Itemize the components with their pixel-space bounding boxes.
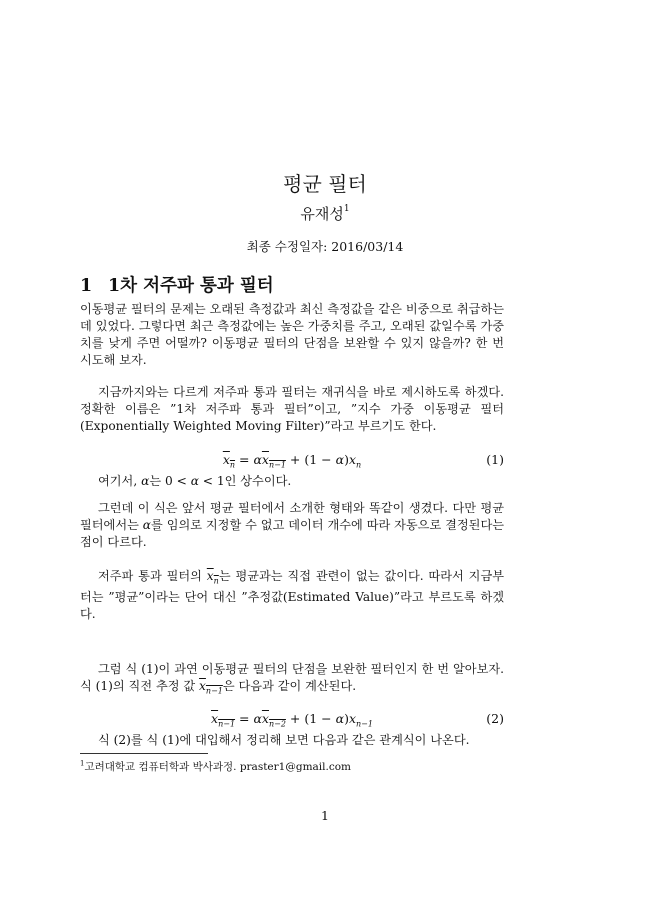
section-number: 1 — [80, 276, 93, 296]
section-heading — [80, 272, 274, 297]
footnote-rule — [80, 753, 208, 754]
author-line — [0, 203, 650, 224]
eq1-alpha-2: α — [335, 452, 345, 467]
footnote-text: 고려대학교 컴퓨터학과 박사과정. praster1@gmail.com — [84, 761, 351, 773]
eq2-plus: + (1 − — [285, 711, 336, 726]
author-name: 유재성 — [300, 205, 344, 223]
page-number: 1 — [321, 808, 329, 823]
equation-1 — [80, 452, 504, 470]
paper-title: 평균 필터 — [283, 172, 367, 196]
equation-1-body — [80, 452, 504, 470]
paragraph-5: 저주파 통과 필터의 $x_n$는 평균과는 직접 관련이 없는 값이다. 따라서 지금부터는 ”평균”이라는 단어 대신 ”추정값(Estimated Value)”라고 부르도록 하겠다. — [80, 569, 505, 622]
eq2-prev-estimate: $x_{n-2}$ — [261, 711, 286, 729]
equation-2 — [80, 711, 504, 729]
eq2-measurement: $x_{n-1}$ — [348, 711, 373, 729]
eq2-lhs: $x_{n-1}$ — [211, 711, 236, 729]
eq1-alpha: α — [253, 452, 262, 467]
section-title: 1차 저주파 통과 필터 — [108, 276, 274, 296]
eq2-close-paren: ) — [344, 711, 349, 726]
eq2-alpha: α — [253, 711, 262, 726]
eq1-plus: + (1 − — [285, 452, 336, 467]
paragraph-3: 여기서, α는 0 < α < 1인 상수이다. — [98, 474, 292, 488]
author-footnote-mark: 1 — [343, 204, 350, 214]
footnote — [80, 759, 351, 774]
eq1-close-paren: ) — [344, 452, 349, 467]
equation-2-number: (2) — [486, 711, 504, 726]
paragraph-1: 이동평균 필터의 문제는 오래된 측정값과 최신 측정값을 같은 비중으로 취급하는 데 있었다. 그렇다면 최근 측정값에는 높은 가중치를 주고, 오래된 값일수록 가중치를 낮게 주면 어떨까? 이동평균 필터의 단점을 보완할 수 있지 않을까? 한 번 시도해 보자. — [80, 302, 504, 367]
eq1-prev-estimate: $x_{n-1}$ — [261, 452, 286, 470]
paragraph-4: 그런데 이 식은 앞서 평균 필터에서 소개한 형태와 똑같이 생겼다. 다만 평균 필터에서는 α를 임의로 지정할 수 없고 데이터 개수에 따라 자동으로 결정된다는 점이 다르다. — [80, 501, 504, 549]
eq2-alpha-2: α — [335, 711, 345, 726]
last-modified-date: 최종 수정일자: 2016/03/14 — [246, 239, 404, 254]
equation-2-body — [80, 711, 504, 729]
footnote-mark: 1 — [80, 759, 85, 768]
eq1-lhs: $x_n$ — [222, 452, 236, 470]
eq2-equals: = — [235, 711, 254, 726]
eq1-equals: = — [235, 452, 254, 467]
eq1-measurement: $x_n$ — [348, 452, 362, 470]
equation-1-number: (1) — [486, 452, 504, 467]
paragraph-7: 식 (2)를 식 (1)에 대입해서 정리해 보면 다음과 같은 관계식이 나온다. — [98, 733, 470, 747]
paragraph-2: 지금까지와는 다르게 저주파 통과 필터는 재귀식을 바로 제시하도록 하겠다. 정확한 이름은 ”1차 저주파 통과 필터”이고, ”지수 가중 이동평균 필터(Exponentially Weighted Moving Filter)”라고 부르기도 한다. — [80, 385, 504, 433]
paragraph-6: 그럼 식 (1)이 과연 이동평균 필터의 단점을 보완한 필터인지 한 번 알아보자. 식 (1)의 직전 추정 값 $x_{n-1}$은 다음과 같이 계산된다. — [80, 662, 504, 696]
